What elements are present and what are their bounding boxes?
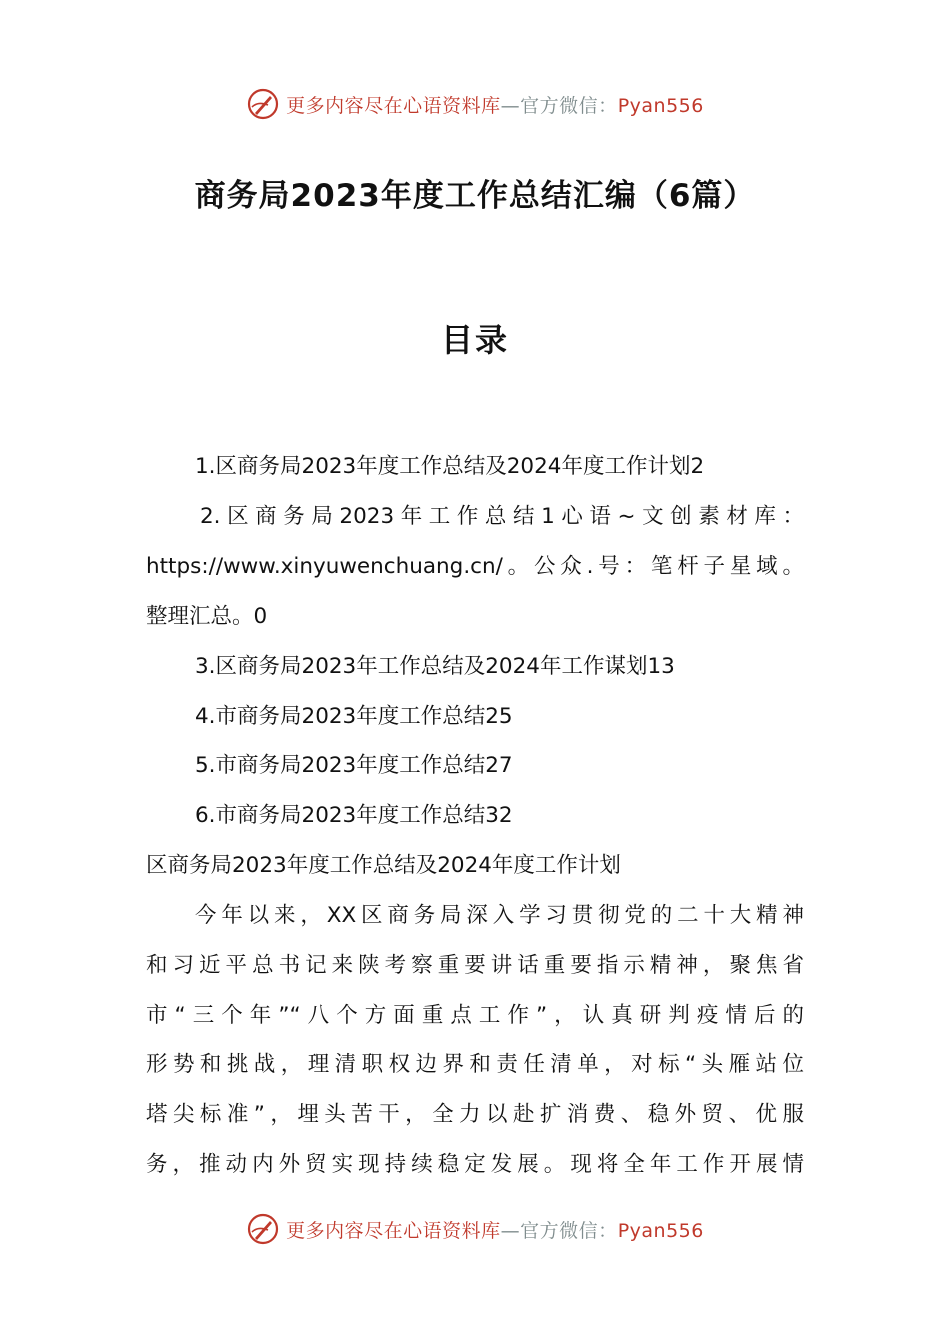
toc-item-2-line-2: https://www.xinyuwenchuang.cn/。公众.号：笔杆子星域。 <box>146 554 804 579</box>
body-line: 务，推动内外贸实现持续稳定发展。现将全年工作开展情 <box>146 1152 804 1177</box>
footer-watermark-banner <box>0 1207 950 1251</box>
body-line: 形势和挑战，理清职权边界和责任清单，对标“头雁站位 <box>146 1052 804 1077</box>
toc-item-6: 6.市商务局2023年度工作总结32 <box>195 803 513 828</box>
watermark-text: 更多内容尽在心语资料库—官方微信：Pyan556 <box>286 1219 704 1242</box>
toc-item-2-line-1: 2.区商务局2023年工作总结1心语~文创素材库： <box>200 504 804 529</box>
quill-pen-logo-icon <box>246 87 280 121</box>
watermark-text: 更多内容尽在心语资料库—官方微信：Pyan556 <box>286 94 704 117</box>
section-title: 区商务局2023年度工作总结及2024年度工作计划 <box>146 853 621 878</box>
body-line: 和习近平总书记来陕考察重要讲话重要指示精神，聚焦省 <box>146 953 804 978</box>
toc-item-4: 4.市商务局2023年度工作总结25 <box>195 704 513 729</box>
body-line: 塔尖标准”，埋头苦干，全力以赴扩消费、稳外贸、优服 <box>146 1102 804 1127</box>
header-watermark-banner <box>0 82 950 126</box>
body-line: 市“三个年”“八个方面重点工作”，认真研判疫情后的 <box>146 1003 804 1028</box>
quill-pen-logo-icon <box>246 1212 280 1246</box>
toc-item-1: 1.区商务局2023年度工作总结及2024年度工作计划2 <box>195 454 705 479</box>
toc-item-2-line-3: 整理汇总。0 <box>146 604 268 629</box>
toc-item-3: 3.区商务局2023年工作总结及2024年工作谋划13 <box>195 654 675 679</box>
document-title: 商务局2023年度工作总结汇编（6篇） <box>194 178 756 214</box>
toc-heading: 目录 <box>440 321 509 359</box>
toc-item-5: 5.市商务局2023年度工作总结27 <box>195 753 513 778</box>
body-line: 今年以来，XX区商务局深入学习贯彻党的二十大精神 <box>195 903 804 928</box>
